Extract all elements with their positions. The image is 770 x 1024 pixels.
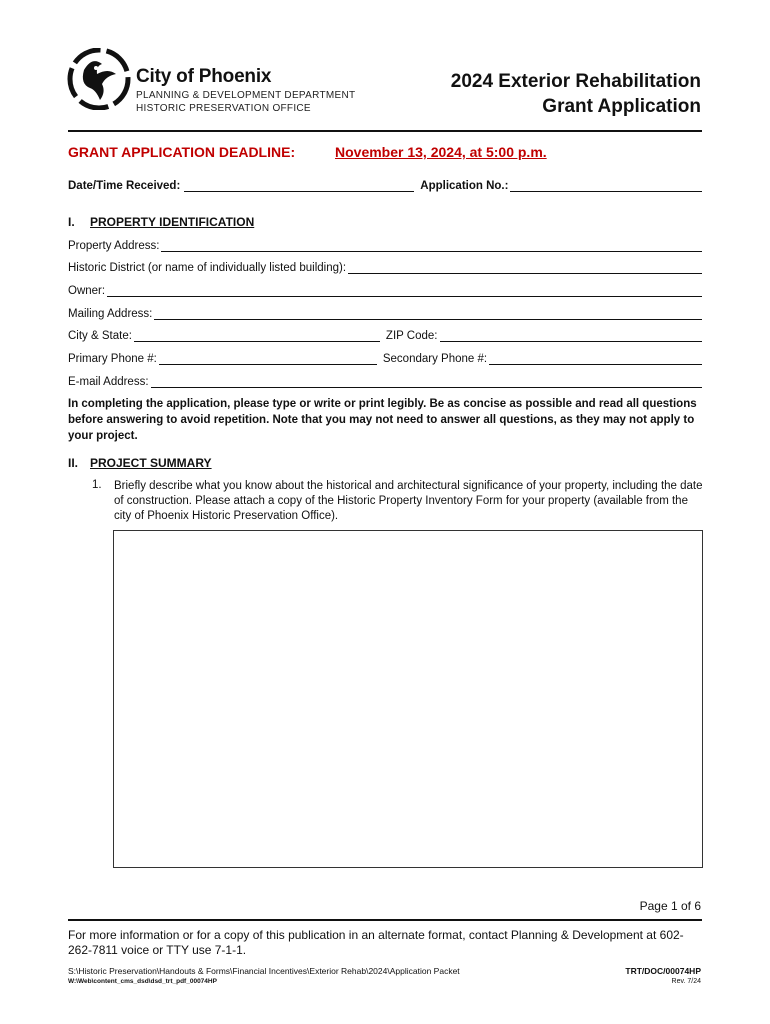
city-state-field[interactable] bbox=[134, 329, 380, 342]
historic-district-row bbox=[68, 258, 702, 274]
email-label: E-mail Address: bbox=[68, 376, 149, 388]
owner-field[interactable] bbox=[107, 284, 702, 297]
secondary-phone-label: Secondary Phone #: bbox=[382, 353, 488, 365]
section-1-number: I. bbox=[68, 215, 75, 229]
file-path-2: W:\Web\content_cms_dsd\dsd_trt_pdf_00074HP bbox=[68, 978, 217, 985]
secondary-phone-field[interactable] bbox=[489, 352, 702, 365]
mailing-address-row bbox=[68, 304, 702, 320]
city-state-label: City & State: bbox=[68, 330, 132, 342]
question-1-text: Briefly describe what you know about the historical and architectural significance of your property, including the date of construction. Please attach a copy of the Historic Property Inventory Form for your property (available from the city of Phoenix Historic Preservation Office). bbox=[114, 480, 703, 522]
primary-phone-field[interactable] bbox=[159, 352, 377, 365]
footer-divider bbox=[68, 919, 702, 921]
zip-code-field[interactable] bbox=[440, 329, 703, 342]
receipt-row bbox=[68, 176, 702, 192]
owner-row bbox=[68, 281, 702, 297]
document-title-line1: 2024 Exterior Rehabilitation bbox=[450, 71, 701, 92]
section-2-number: II. bbox=[68, 456, 79, 470]
phoenix-bird-logo-icon bbox=[66, 48, 132, 110]
instructions-paragraph: In completing the application, please type or write or print legibly. Be as concise as possible and read all questions before answering to avoid repetition. Note that you may not need to answer all questions, as they may not apply to your project. bbox=[68, 398, 697, 442]
section-2-heading bbox=[68, 456, 212, 470]
owner-label: Owner: bbox=[68, 285, 106, 297]
email-field[interactable] bbox=[151, 375, 702, 388]
section-1-heading bbox=[68, 215, 254, 229]
document-title-line2: Grant Application bbox=[542, 96, 701, 117]
phone-row bbox=[68, 349, 702, 365]
question-1-answer-box[interactable] bbox=[113, 530, 703, 868]
department-line: PLANNING & DEVELOPMENT DEPARTMENT bbox=[136, 90, 356, 101]
property-address-label: Property Address: bbox=[68, 240, 160, 252]
section-1-title: PROPERTY IDENTIFICATION bbox=[90, 215, 255, 229]
question-1-number: 1. bbox=[92, 479, 102, 491]
property-address-row bbox=[68, 236, 702, 252]
mailing-address-label: Mailing Address: bbox=[68, 308, 153, 320]
org-name: City of Phoenix bbox=[136, 66, 272, 87]
city-zip-row bbox=[68, 326, 702, 342]
zip-code-label: ZIP Code: bbox=[385, 330, 438, 342]
footer-info: For more information or for a copy of this publication in an alternate format, contact Planning & Development at 602-262-7811 voice or TTY use 7-1-1. bbox=[68, 928, 684, 957]
document-code: TRT/DOC/00074HP bbox=[625, 966, 701, 976]
file-path-1: S:\Historic Preservation\Handouts & Forms\Financial Incentives\Exterior Rehab\2024\Application Packet bbox=[68, 966, 460, 976]
revision-date: Rev. 7/24 bbox=[671, 978, 701, 985]
primary-phone-label: Primary Phone #: bbox=[68, 353, 157, 365]
date-received-field[interactable] bbox=[184, 179, 414, 192]
application-number-label: Application No.: bbox=[420, 180, 509, 192]
header-divider bbox=[68, 130, 702, 132]
deadline-label: GRANT APPLICATION DEADLINE: bbox=[68, 144, 296, 160]
property-address-field[interactable] bbox=[161, 239, 702, 252]
historic-district-label: Historic District (or name of individually listed building): bbox=[68, 262, 347, 274]
historic-district-field[interactable] bbox=[348, 261, 702, 274]
office-line: HISTORIC PRESERVATION OFFICE bbox=[136, 103, 311, 114]
deadline-date: November 13, 2024, at 5:00 p.m. bbox=[335, 144, 547, 160]
application-number-field[interactable] bbox=[510, 179, 702, 192]
section-2-title: PROJECT SUMMARY bbox=[90, 456, 212, 470]
date-received-label: Date/Time Received: bbox=[68, 180, 181, 192]
page-number: Page 1 of 6 bbox=[639, 899, 701, 913]
email-row bbox=[68, 372, 702, 388]
mailing-address-field[interactable] bbox=[154, 307, 702, 320]
